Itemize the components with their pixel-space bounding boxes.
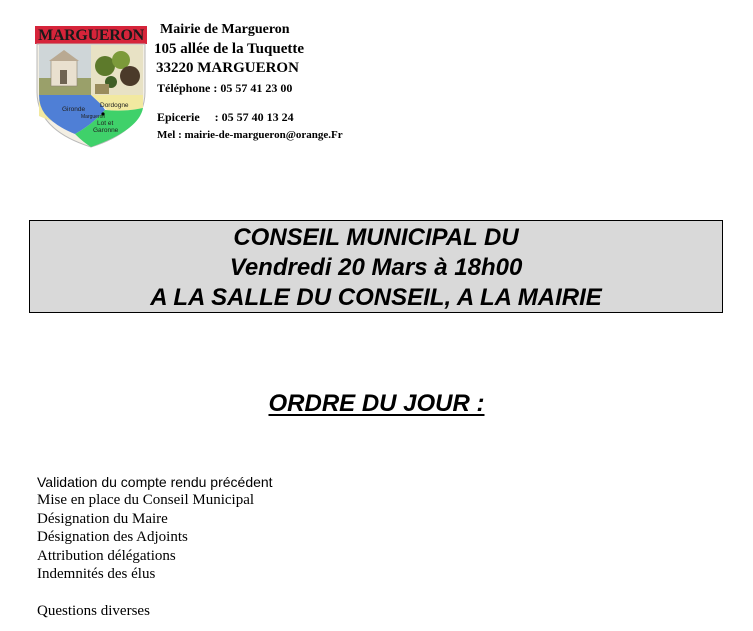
map-label-gironde: Gironde	[62, 106, 86, 113]
mairie-telephone: Téléphone : 05 57 41 23 00	[157, 81, 293, 95]
agenda-item: Validation du compte rendu précédent	[37, 474, 273, 490]
municipal-crest	[35, 26, 147, 148]
epicerie-telephone: Epicerie : 05 57 40 13 24	[157, 110, 294, 124]
map-label-lot-et: Lot et	[97, 120, 114, 127]
agenda-list	[37, 473, 273, 620]
mairie-email: Mel : mairie-de-margueron@orange.Fr	[157, 129, 343, 141]
mairie-city: 33220 MARGUERON	[156, 60, 299, 76]
map-label-garonne: Garonne	[93, 127, 119, 134]
crest-shield-graphic	[35, 26, 147, 148]
banner-line-council: CONSEIL MUNICIPAL DU	[233, 224, 519, 251]
agenda-title: ORDRE DU JOUR :	[268, 390, 485, 417]
agenda-item: Indemnités des élus	[37, 566, 156, 583]
crest-name: MARGUERON	[38, 27, 144, 44]
agenda-item: Attribution délégations	[37, 547, 176, 564]
grape-leaf-icon	[95, 56, 115, 76]
mairie-street: 105 allée de la Tuquette	[154, 41, 305, 57]
banner-line-date: Vendredi 20 Mars à 18h00	[229, 254, 523, 281]
agenda-item: Mise en place du Conseil Municipal	[37, 492, 255, 509]
map-label-dordogne: Dordogne	[100, 102, 129, 109]
agenda-item: Désignation des Adjoints	[37, 529, 188, 546]
agenda-item: Questions diverses	[37, 602, 150, 619]
meeting-banner	[29, 220, 723, 313]
agenda-item: Désignation du Maire	[37, 510, 168, 527]
banner-line-location: A LA SALLE DU CONSEIL, A LA MAIRIE	[150, 284, 602, 311]
mairie-name: Mairie de Margueron	[160, 22, 290, 37]
map-label-margueron: Margueron	[81, 114, 106, 120]
wine-barrel-icon	[120, 66, 140, 86]
